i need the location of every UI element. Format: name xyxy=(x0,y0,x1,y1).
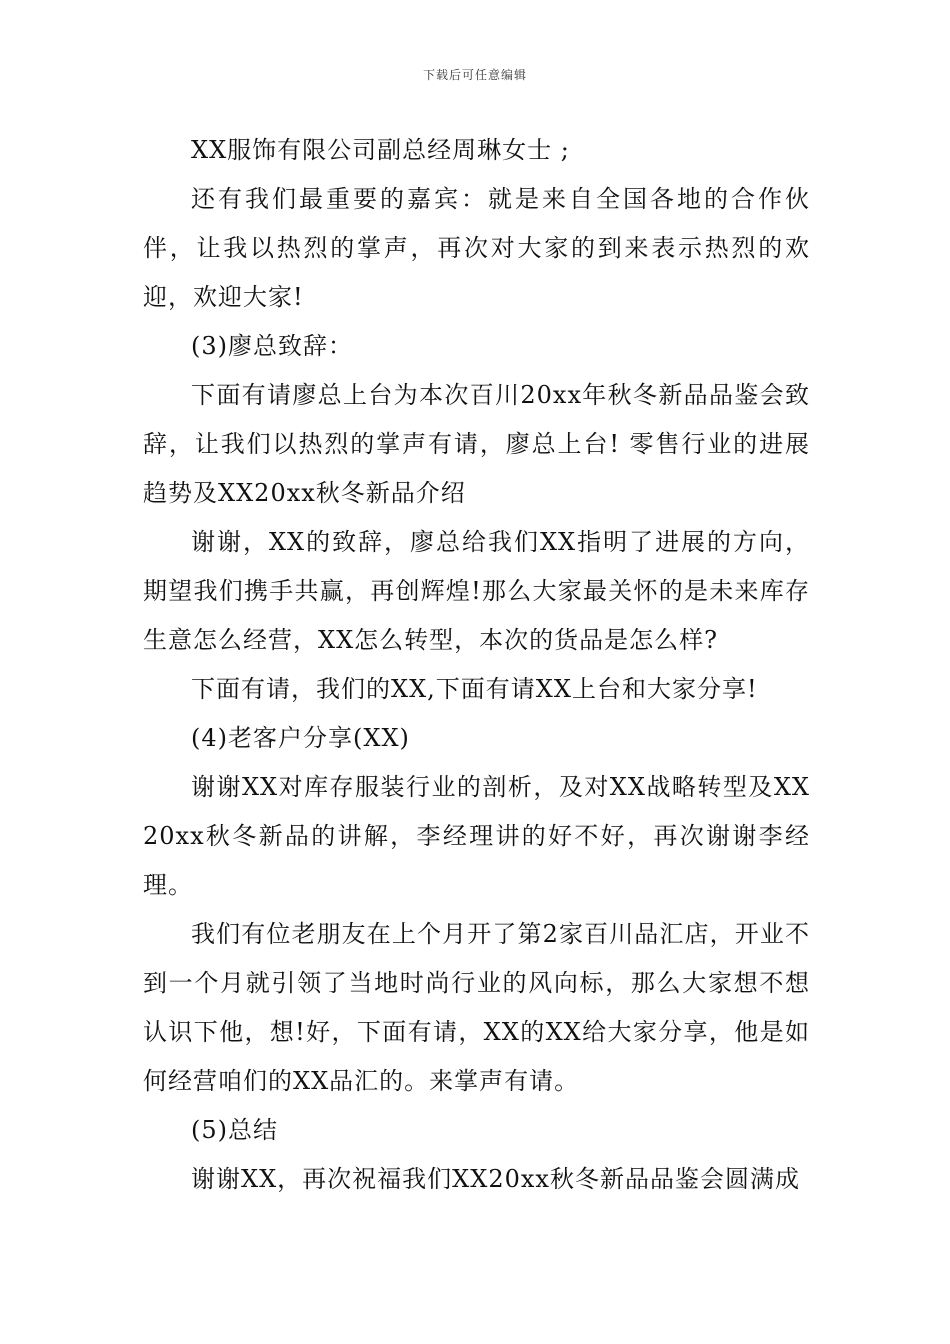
paragraph-invite-speech: 下面有请廖总上台为本次百川20xx年秋冬新品品鉴会致辞，让我们以热烈的掌声有请，廖总上台! 零售行业的进展趋势及XX20xx秋冬新品介绍 xyxy=(143,381,810,507)
section-heading-5: (5)总结 xyxy=(191,1116,278,1144)
paragraph-thanks-analysis: 谢谢XX对库存服装行业的剖析，及对XX战略转型及XX20xx秋冬新品的讲解，李经理讲的好不好，再次谢谢李经理。 xyxy=(143,773,810,899)
section-heading-3: (3)廖总致辞： xyxy=(191,332,353,360)
paragraph-guest-intro: XX服饰有限公司副总经周琳女士 ; xyxy=(191,136,570,164)
page-header: 下载后可任意编辑 xyxy=(422,68,527,82)
paragraph-invite-share: 下面有请，我们的XX,下面有请XX上台和大家分享! xyxy=(191,675,758,703)
paragraph-important-guests: 还有我们最重要的嘉宾：就是来自全国各地的合作伙伴，让我以热烈的掌声，再次对大家的到来表示热烈的欢迎，欢迎大家! xyxy=(143,185,810,311)
paragraph-thanks-speech: 谢谢，XX的致辞，廖总给我们XX指明了进展的方向，期望我们携手共赢，再创辉煌!那么大家最关怀的是未来库存生意怎么经营，XX怎么转型，本次的货品是怎么样? xyxy=(143,528,810,654)
document-body xyxy=(143,126,810,1204)
paragraph-summary: 谢谢XX，再次祝福我们XX20xx秋冬新品品鉴会圆满成 xyxy=(191,1165,800,1193)
section-heading-4: (4)老客户分享(XX) xyxy=(191,724,410,752)
paragraph-old-friend: 我们有位老朋友在上个月开了第2家百川品汇店，开业不到一个月就引领了当地时尚行业的风向标，那么大家想不想认识下他，想!好，下面有请，XX的XX给大家分享，他是如何经营咱们的XX品汇的。来掌声有请。 xyxy=(143,920,810,1095)
